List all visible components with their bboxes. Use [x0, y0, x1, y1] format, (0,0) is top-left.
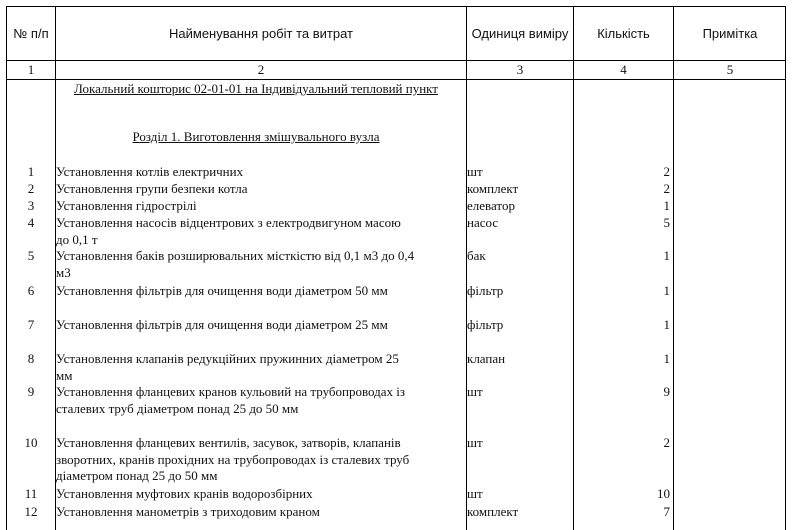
row-number: 3 [27, 198, 35, 213]
column-number: 5 [726, 62, 734, 77]
row-number: 11 [24, 486, 38, 501]
row-quantity: 2 [663, 435, 670, 450]
estimate-table [6, 6, 786, 530]
column-number: 2 [257, 62, 265, 77]
row-number: 9 [27, 384, 35, 399]
row-quantity: 1 [663, 317, 670, 332]
column-divider [673, 7, 674, 530]
row-unit: шт [467, 164, 483, 179]
row-unit: шт [467, 435, 483, 450]
column-divider [573, 7, 574, 530]
section-title: Розділ 1. Виготовлення змішувального вузла [132, 129, 380, 144]
column-divider [466, 7, 467, 530]
row-quantity: 1 [663, 283, 670, 298]
row-unit: комплект [467, 504, 519, 519]
row-number: 5 [27, 248, 35, 263]
row-unit: комплект [467, 181, 519, 196]
row-unit: бак [467, 248, 486, 263]
row-unit: шт [467, 384, 483, 399]
row-unit: елеватор [467, 198, 515, 213]
row-unit: фільтр [467, 317, 504, 332]
row-quantity: 7 [663, 504, 670, 519]
header-name: Найменування робіт та витрат [169, 25, 353, 41]
row-unit: фільтр [467, 283, 504, 298]
row-number: 10 [24, 435, 38, 450]
header-quantity: Кількість [597, 25, 650, 41]
row-number: 2 [27, 181, 35, 196]
row-unit: шт [467, 486, 483, 501]
row-name: Установлення муфтових кранів водорозбірних [56, 486, 313, 501]
column-number: 4 [620, 62, 627, 77]
row-quantity: 9 [663, 384, 670, 399]
column-number: 3 [516, 62, 524, 77]
column-number: 1 [27, 62, 35, 77]
header-note: Примітка [702, 25, 758, 41]
header-number: № п/п [13, 25, 49, 41]
row-quantity: 1 [663, 248, 670, 263]
row-quantity: 5 [663, 215, 670, 230]
row-name: Установлення фланцевих вентилів, засувок, затворів, клапанів зворотних, кранів прохідних на трубопроводах із сталевих труб діаметром понад 25 до 50 мм [56, 435, 410, 483]
row-number: 12 [24, 504, 38, 519]
row-name: Установлення фланцевих кранов кульовий на трубопроводах із сталевих труб діаметром понад 25 до 50 мм [56, 384, 406, 416]
row-number: 1 [27, 164, 35, 179]
row-name: Установлення фільтрів для очищення води діаметром 50 мм [56, 283, 388, 298]
row-unit: клапан [467, 351, 506, 366]
row-name: Установлення фільтрів для очищення води діаметром 25 мм [56, 317, 388, 332]
row-name: Установлення клапанів редукційних пружинних діаметром 25 мм [56, 351, 399, 383]
row-number: 6 [27, 283, 35, 298]
row-quantity: 1 [663, 198, 670, 213]
row-number: 8 [27, 351, 35, 366]
row-quantity: 10 [657, 486, 670, 501]
row-quantity: 2 [663, 164, 670, 179]
estimate-title: Локальний кошторис 02-01-01 на Індивідуальний тепловий пункт [74, 81, 438, 96]
numbers-divider [7, 79, 785, 80]
row-name: Установлення гідрострілі [56, 198, 197, 213]
header-unit: Одиниця виміру [471, 25, 569, 41]
row-quantity: 1 [663, 351, 670, 366]
row-number: 4 [27, 215, 35, 230]
row-number: 7 [27, 317, 35, 332]
row-name: Установлення котлів електричних [56, 164, 244, 179]
row-unit: насос [467, 215, 499, 230]
row-quantity: 2 [663, 181, 670, 196]
row-name: Установлення насосів відцентрових з електродвигуном масою до 0,1 т [56, 215, 401, 247]
row-name: Установлення манометрів з триходовим краном [56, 504, 320, 519]
row-name: Установлення баків розширювальних місткістю від 0,1 м3 до 0,4 м3 [56, 248, 415, 280]
row-name: Установлення групи безпеки котла [56, 181, 248, 196]
